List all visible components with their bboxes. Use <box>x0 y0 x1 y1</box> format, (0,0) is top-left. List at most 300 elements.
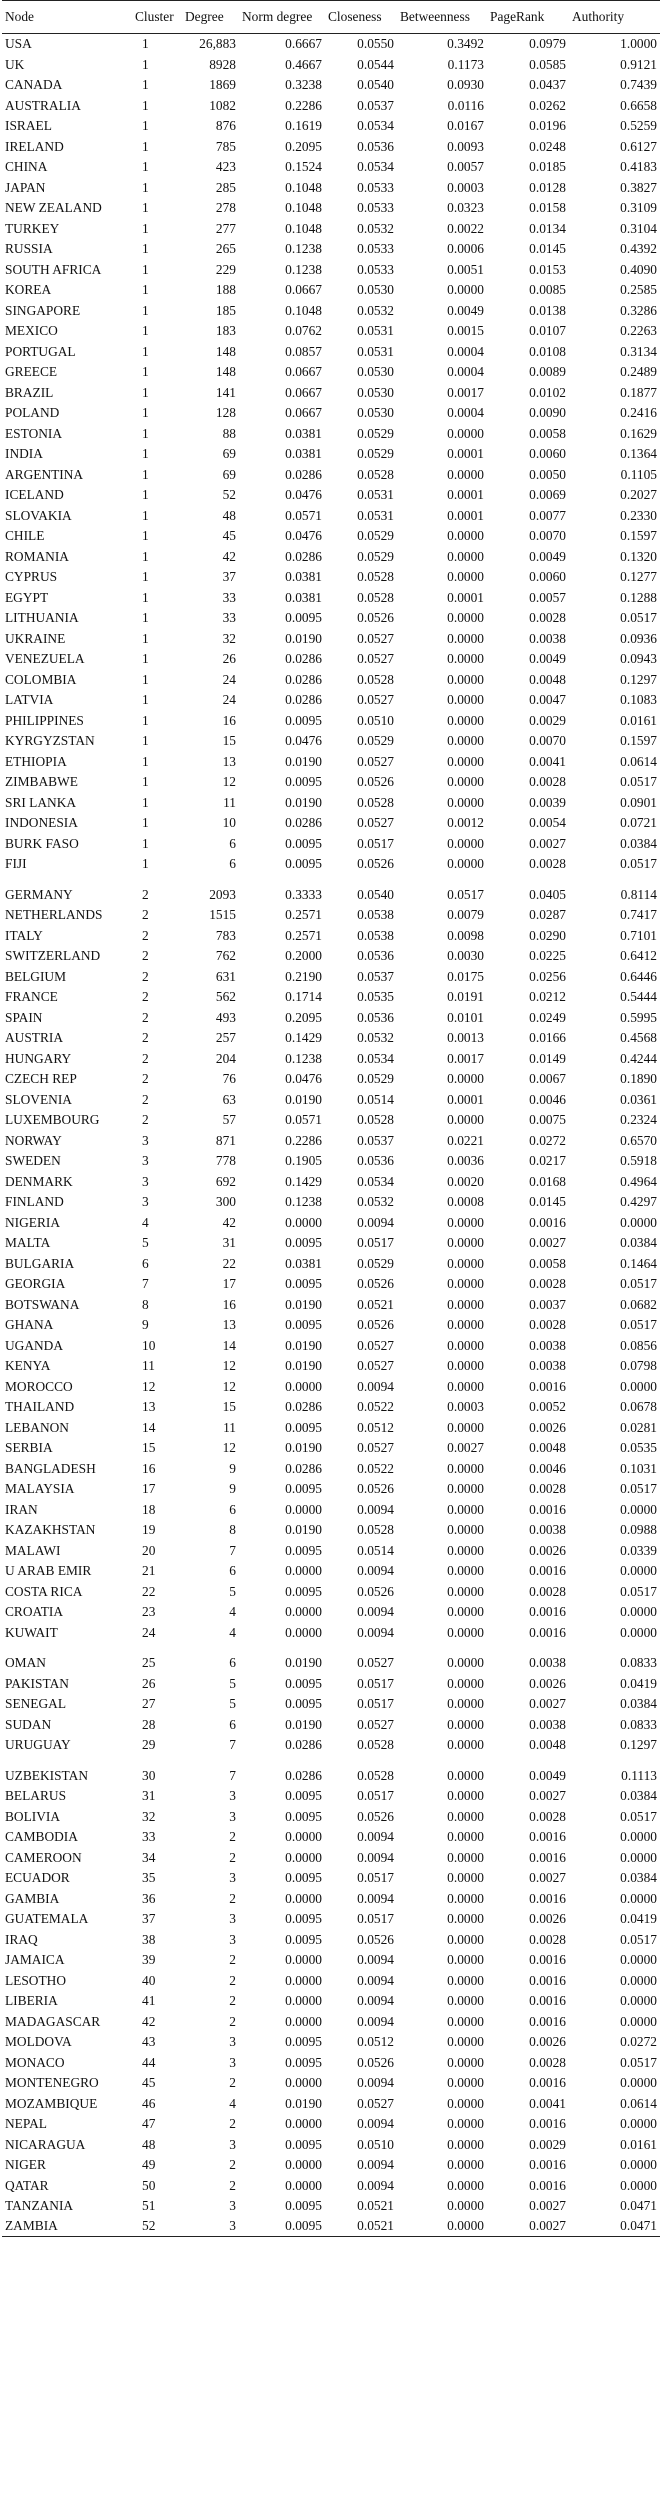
cell-pagerank: 0.0058 <box>529 1255 566 1271</box>
cell-norm-degree: 0.2286 <box>285 97 322 113</box>
cell-cluster: 1 <box>142 651 149 667</box>
cell-cluster: 1 <box>142 528 149 544</box>
cell-cluster: 44 <box>142 2054 156 2070</box>
table-row <box>2 1520 660 1541</box>
cell-pagerank: 0.0069 <box>529 487 566 503</box>
table-row <box>2 1274 660 1295</box>
table-row <box>2 608 660 629</box>
cell-closeness: 0.0094 <box>357 1624 394 1640</box>
cell-norm-degree: 0.0286 <box>285 1767 322 1783</box>
table-row <box>2 75 660 96</box>
cell-authority: 0.1890 <box>620 1071 657 1087</box>
table-row <box>2 1888 660 1909</box>
cell-norm-degree: 0.2190 <box>285 968 322 984</box>
cell-authority: 0.0517 <box>620 774 657 790</box>
group-spacer <box>2 1643 660 1653</box>
cell-cluster: 2 <box>142 1050 149 1066</box>
cell-betweenness: 0.0015 <box>447 323 484 339</box>
cell-betweenness: 0.0191 <box>447 989 484 1005</box>
cell-degree: 8 <box>229 1522 236 1538</box>
cell-betweenness: 0.0093 <box>447 138 484 154</box>
cell-betweenness: 0.0000 <box>447 1583 484 1599</box>
cell-closeness: 0.0530 <box>357 282 394 298</box>
cell-closeness: 0.0534 <box>357 1173 394 1189</box>
cell-pagerank: 0.0102 <box>529 384 566 400</box>
cell-pagerank: 0.0016 <box>529 1214 566 1230</box>
cell-authority: 0.0339 <box>620 1542 657 1558</box>
cell-authority: 0.7417 <box>620 907 657 923</box>
cell-norm-degree: 0.1048 <box>285 220 322 236</box>
cell-node: SPAIN <box>5 1009 43 1025</box>
table-row <box>2 1950 660 1971</box>
table-row <box>2 280 660 301</box>
cell-closeness: 0.0527 <box>357 1655 394 1671</box>
cell-closeness: 0.0537 <box>357 97 394 113</box>
cell-authority: 0.0798 <box>620 1358 657 1374</box>
cell-authority: 0.0419 <box>620 1675 657 1691</box>
cell-pagerank: 0.0029 <box>529 2136 566 2152</box>
table-row <box>2 1929 660 1950</box>
cell-degree: 52 <box>222 487 236 503</box>
cell-degree: 3 <box>229 2136 236 2152</box>
cell-norm-degree: 0.2000 <box>285 948 322 964</box>
cell-pagerank: 0.0212 <box>529 989 566 1005</box>
cell-pagerank: 0.0016 <box>529 1378 566 1394</box>
cell-pagerank: 0.0145 <box>529 241 566 257</box>
cell-pagerank: 0.0028 <box>529 1481 566 1497</box>
cell-closeness: 0.0537 <box>357 1132 394 1148</box>
cell-authority: 0.0361 <box>620 1091 657 1107</box>
cell-norm-degree: 0.2286 <box>285 1132 322 1148</box>
header-pagerank: PageRank <box>487 1 569 34</box>
cell-node: VENEZUELA <box>5 651 85 667</box>
cell-pagerank: 0.0016 <box>529 2116 566 2132</box>
cell-node: GHANA <box>5 1317 54 1333</box>
cell-closeness: 0.0537 <box>357 968 394 984</box>
cell-cluster: 1 <box>142 712 149 728</box>
cell-norm-degree: 0.0667 <box>285 405 322 421</box>
cell-norm-degree: 0.2095 <box>285 138 322 154</box>
cell-betweenness: 0.0000 <box>447 856 484 872</box>
cell-cluster: 2 <box>142 948 149 964</box>
cell-degree: 12 <box>222 1358 236 1374</box>
cell-degree: 2 <box>229 2157 236 2173</box>
cell-norm-degree: 0.0667 <box>285 282 322 298</box>
cell-node: INDONESIA <box>5 815 78 831</box>
cell-closeness: 0.0528 <box>357 1737 394 1753</box>
cell-degree: 285 <box>215 179 236 195</box>
cell-cluster: 19 <box>142 1522 156 1538</box>
cell-degree: 1082 <box>209 97 236 113</box>
cell-betweenness: 0.0003 <box>447 179 484 195</box>
cell-node: NIGERIA <box>5 1214 61 1230</box>
cell-closeness: 0.0532 <box>357 1194 394 1210</box>
cell-cluster: 21 <box>142 1563 156 1579</box>
table-row <box>2 2114 660 2135</box>
cell-norm-degree: 0.0286 <box>285 466 322 482</box>
cell-pagerank: 0.0016 <box>529 1604 566 1620</box>
cell-node: EGYPT <box>5 589 49 605</box>
cell-degree: 3 <box>229 1808 236 1824</box>
cell-authority: 0.0517 <box>620 2054 657 2070</box>
cell-betweenness: 0.0116 <box>447 97 484 113</box>
cell-pagerank: 0.0016 <box>529 2075 566 2091</box>
header-degree: Degree <box>182 1 239 34</box>
cell-degree: 76 <box>222 1071 236 1087</box>
cell-closeness: 0.0526 <box>357 1317 394 1333</box>
cell-degree: 277 <box>215 220 236 236</box>
cell-degree: 493 <box>215 1009 236 1025</box>
table-row <box>2 1479 660 1500</box>
cell-authority: 0.0000 <box>620 1214 657 1230</box>
cell-cluster: 30 <box>142 1767 156 1783</box>
cell-cluster: 1 <box>142 856 149 872</box>
cell-betweenness: 0.0001 <box>447 589 484 605</box>
cell-degree: 2093 <box>209 886 236 902</box>
table-row <box>2 54 660 75</box>
cell-authority: 0.0000 <box>620 2177 657 2193</box>
cell-cluster: 2 <box>142 886 149 902</box>
cell-authority: 0.0384 <box>620 1788 657 1804</box>
table-row <box>2 1540 660 1561</box>
header-node: Node <box>2 1 132 34</box>
cell-pagerank: 0.0016 <box>529 1849 566 1865</box>
cell-authority: 0.0384 <box>620 835 657 851</box>
cell-authority: 0.3827 <box>620 179 657 195</box>
cell-authority: 0.0272 <box>620 2034 657 2050</box>
cell-betweenness: 0.0001 <box>447 487 484 503</box>
cell-pagerank: 0.0046 <box>529 1091 566 1107</box>
cell-cluster: 9 <box>142 1317 149 1333</box>
cell-node: ROMANIA <box>5 548 69 564</box>
cell-node: FINLAND <box>5 1194 64 1210</box>
cell-pagerank: 0.0016 <box>529 1563 566 1579</box>
cell-betweenness: 0.0000 <box>447 692 484 708</box>
cell-node: KENYA <box>5 1358 51 1374</box>
cell-cluster: 1 <box>142 36 149 52</box>
centrality-table <box>2 0 660 2237</box>
cell-norm-degree: 0.0095 <box>285 2054 322 2070</box>
cell-degree: 1869 <box>209 77 236 93</box>
cell-degree: 6 <box>229 856 236 872</box>
cell-cluster: 1 <box>142 774 149 790</box>
cell-node: MOLDOVA <box>5 2034 72 2050</box>
cell-betweenness: 0.0000 <box>447 569 484 585</box>
cell-norm-degree: 0.1905 <box>285 1153 322 1169</box>
cell-pagerank: 0.0090 <box>529 405 566 421</box>
cell-closeness: 0.0094 <box>357 1972 394 1988</box>
table-row <box>2 2073 660 2094</box>
cell-norm-degree: 0.1238 <box>285 1194 322 1210</box>
table-row <box>2 1602 660 1623</box>
cell-betweenness: 0.0000 <box>447 1255 484 1271</box>
table-row <box>2 382 660 403</box>
cell-node: MALTA <box>5 1235 51 1251</box>
table-row <box>2 1192 660 1213</box>
cell-pagerank: 0.0217 <box>529 1153 566 1169</box>
cell-norm-degree: 0.0190 <box>285 630 322 646</box>
cell-cluster: 45 <box>142 2075 156 2091</box>
cell-closeness: 0.0514 <box>357 1542 394 1558</box>
cell-authority: 0.0471 <box>569 2216 660 2237</box>
cell-node: SLOVENIA <box>5 1091 72 1107</box>
cell-cluster: 1 <box>142 138 149 154</box>
cell-closeness: 0.0526 <box>357 1481 394 1497</box>
cell-degree: 188 <box>215 282 236 298</box>
cell-node: AUSTRIA <box>5 1030 64 1046</box>
cell-norm-degree: 0.0095 <box>285 1870 322 1886</box>
cell-cluster: 1 <box>142 794 149 810</box>
cell-closeness: 0.0517 <box>357 1788 394 1804</box>
cell-norm-degree: 0.0000 <box>285 2075 322 2091</box>
cell-norm-degree: 0.0095 <box>285 2136 322 2152</box>
cell-betweenness: 0.3492 <box>447 36 484 52</box>
cell-cluster: 3 <box>142 1153 149 1169</box>
cell-norm-degree: 0.0286 <box>285 1399 322 1415</box>
cell-closeness: 0.0510 <box>357 2136 394 2152</box>
cell-degree: 148 <box>215 364 236 380</box>
cell-cluster: 49 <box>142 2157 156 2173</box>
cell-node: GREECE <box>5 364 58 380</box>
cell-node: UZBEKISTAN <box>5 1767 88 1783</box>
cell-authority: 0.4964 <box>620 1173 657 1189</box>
cell-pagerank: 0.0049 <box>529 1767 566 1783</box>
cell-closeness: 0.0536 <box>357 138 394 154</box>
cell-degree: 229 <box>215 261 236 277</box>
cell-cluster: 5 <box>142 1235 149 1251</box>
cell-node: ZAMBIA <box>2 2216 132 2237</box>
table-row <box>2 2216 660 2237</box>
cell-betweenness: 0.0004 <box>447 364 484 380</box>
cell-pagerank: 0.0290 <box>529 927 566 943</box>
cell-cluster: 14 <box>142 1419 156 1435</box>
cell-degree: 69 <box>222 466 236 482</box>
cell-degree: 692 <box>215 1173 236 1189</box>
cell-cluster: 1 <box>142 466 149 482</box>
cell-norm-degree: 0.0190 <box>285 1522 322 1538</box>
cell-pagerank: 0.0028 <box>529 1317 566 1333</box>
cell-norm-degree: 0.0190 <box>285 1655 322 1671</box>
table-row <box>2 710 660 731</box>
cell-cluster: 1 <box>142 405 149 421</box>
cell-norm-degree: 0.0095 <box>285 1542 322 1558</box>
cell-pagerank: 0.0075 <box>529 1112 566 1128</box>
cell-closeness: 0.0526 <box>357 856 394 872</box>
cell-betweenness: 0.0000 <box>447 1788 484 1804</box>
cell-cluster: 1 <box>142 77 149 93</box>
cell-closeness: 0.0526 <box>357 2054 394 2070</box>
cell-norm-degree: 0.0095 <box>239 2216 325 2237</box>
table-row <box>2 1376 660 1397</box>
cell-betweenness: 0.0049 <box>447 302 484 318</box>
cell-norm-degree: 0.0000 <box>285 2157 322 2173</box>
cell-degree: 783 <box>215 927 236 943</box>
cell-authority: 0.4392 <box>620 241 657 257</box>
cell-cluster: 1 <box>142 507 149 523</box>
cell-betweenness: 0.0098 <box>447 927 484 943</box>
cell-degree: 33 <box>222 589 236 605</box>
cell-authority: 0.2416 <box>620 405 657 421</box>
group-spacer <box>2 874 660 884</box>
cell-node: COSTA RICA <box>5 1583 83 1599</box>
cell-cluster: 16 <box>142 1460 156 1476</box>
cell-degree: 13 <box>222 1317 236 1333</box>
cell-node: MADAGASCAR <box>5 2013 101 2029</box>
cell-degree: 562 <box>215 989 236 1005</box>
cell-pagerank: 0.0048 <box>529 1440 566 1456</box>
table-row <box>2 1735 660 1756</box>
cell-pagerank: 0.0027 <box>529 1696 566 1712</box>
cell-norm-degree: 0.0000 <box>285 1829 322 1845</box>
table-header <box>2 1 660 34</box>
cell-authority: 0.7439 <box>620 77 657 93</box>
cell-node: LATVIA <box>5 692 54 708</box>
cell-authority: 0.2585 <box>620 282 657 298</box>
table-row <box>2 444 660 465</box>
cell-betweenness: 0.0000 <box>447 2116 484 2132</box>
cell-betweenness: 0.0057 <box>447 159 484 175</box>
cell-pagerank: 0.0437 <box>529 77 566 93</box>
cell-pagerank: 0.0028 <box>529 1276 566 1292</box>
cell-closeness: 0.0094 <box>357 2116 394 2132</box>
cell-pagerank: 0.0029 <box>529 712 566 728</box>
cell-authority: 0.0419 <box>620 1911 657 1927</box>
cell-closeness: 0.0528 <box>357 466 394 482</box>
cell-betweenness: 0.0000 <box>447 528 484 544</box>
cell-cluster: 1 <box>142 343 149 359</box>
cell-pagerank: 0.0026 <box>529 1675 566 1691</box>
cell-authority: 0.1031 <box>620 1460 657 1476</box>
cell-norm-degree: 0.0000 <box>285 2116 322 2132</box>
cell-pagerank: 0.0107 <box>529 323 566 339</box>
cell-degree: 2 <box>229 1972 236 1988</box>
cell-pagerank: 0.0262 <box>529 97 566 113</box>
cell-cluster: 1 <box>142 589 149 605</box>
cell-norm-degree: 0.0000 <box>285 1563 322 1579</box>
cell-norm-degree: 0.0000 <box>285 1501 322 1517</box>
cell-betweenness: 0.0000 <box>447 282 484 298</box>
cell-authority: 0.0281 <box>620 1419 657 1435</box>
cell-closeness: 0.0533 <box>357 200 394 216</box>
cell-node: MEXICO <box>5 323 58 339</box>
cell-betweenness: 0.0000 <box>447 774 484 790</box>
cell-node: PHILIPPINES <box>5 712 84 728</box>
cell-authority: 0.4297 <box>620 1194 657 1210</box>
cell-closeness: 0.0521 <box>357 1296 394 1312</box>
cell-cluster: 33 <box>142 1829 156 1845</box>
cell-cluster: 26 <box>142 1675 156 1691</box>
cell-cluster: 2 <box>142 1009 149 1025</box>
cell-pagerank: 0.0585 <box>529 56 566 72</box>
cell-norm-degree: 0.0000 <box>285 1972 322 1988</box>
cell-pagerank: 0.0077 <box>529 507 566 523</box>
table-row <box>2 239 660 260</box>
cell-node: NEW ZEALAND <box>5 200 102 216</box>
cell-degree: 141 <box>215 384 236 400</box>
cell-pagerank: 0.0287 <box>529 907 566 923</box>
table-row <box>2 1007 660 1028</box>
cell-betweenness: 0.0001 <box>447 446 484 462</box>
cell-betweenness: 0.0000 <box>447 835 484 851</box>
cell-degree: 2 <box>229 2075 236 2091</box>
cell-authority: 0.6446 <box>620 968 657 984</box>
cell-closeness: 0.0514 <box>357 1091 394 1107</box>
table-row <box>2 2052 660 2073</box>
cell-node: JAMAICA <box>5 1952 65 1968</box>
cell-cluster: 1 <box>142 220 149 236</box>
cell-node: BELARUS <box>5 1788 67 1804</box>
cell-norm-degree: 0.1524 <box>285 159 322 175</box>
cell-authority: 0.0000 <box>620 1849 657 1865</box>
cell-cluster: 22 <box>142 1583 156 1599</box>
cell-betweenness: 0.0000 <box>447 1604 484 1620</box>
cell-node: QATAR <box>5 2177 49 2193</box>
cell-cluster: 4 <box>142 1214 149 1230</box>
table-row <box>2 2032 660 2053</box>
cell-degree: 257 <box>215 1030 236 1046</box>
cell-node: MOROCCO <box>5 1378 73 1394</box>
cell-norm-degree: 0.0571 <box>285 1112 322 1128</box>
cell-node: NICARAGUA <box>5 2136 86 2152</box>
cell-closeness: 0.0528 <box>357 1112 394 1128</box>
cell-closeness: 0.0517 <box>357 1675 394 1691</box>
table-row <box>2 1110 660 1131</box>
cell-betweenness: 0.0101 <box>447 1009 484 1025</box>
cell-pagerank: 0.0016 <box>529 1952 566 1968</box>
cell-norm-degree: 0.0571 <box>285 507 322 523</box>
cell-authority: 0.0517 <box>620 856 657 872</box>
cell-cluster: 1 <box>142 733 149 749</box>
header-row <box>2 1 660 34</box>
table-row <box>2 464 660 485</box>
cell-norm-degree: 0.0381 <box>285 589 322 605</box>
cell-degree: 17 <box>222 1276 236 1292</box>
header-closeness: Closeness <box>325 1 397 34</box>
cell-betweenness: 0.0323 <box>447 200 484 216</box>
table-row <box>2 966 660 987</box>
cell-authority: 0.0517 <box>620 1808 657 1824</box>
cell-cluster: 2 <box>142 968 149 984</box>
table-row <box>2 177 660 198</box>
cell-authority: 0.0161 <box>620 712 657 728</box>
table-row <box>2 218 660 239</box>
table-row <box>2 1653 660 1674</box>
cell-node: ARGENTINA <box>5 466 84 482</box>
cell-pagerank: 0.0249 <box>529 1009 566 1025</box>
cell-betweenness: 0.1173 <box>447 56 484 72</box>
cell-pagerank: 0.0026 <box>529 1911 566 1927</box>
cell-closeness: 0.0094 <box>357 1378 394 1394</box>
cell-closeness: 0.0527 <box>357 1337 394 1353</box>
cell-node: PORTUGAL <box>5 343 76 359</box>
cell-authority: 0.5995 <box>620 1009 657 1025</box>
table-row <box>2 157 660 178</box>
cell-authority: 0.4183 <box>620 159 657 175</box>
cell-closeness: 0.0510 <box>357 712 394 728</box>
cell-degree: 10 <box>222 815 236 831</box>
cell-norm-degree: 0.0762 <box>285 323 322 339</box>
cell-closeness: 0.0527 <box>357 630 394 646</box>
cell-node: ECUADOR <box>5 1870 70 1886</box>
cell-norm-degree: 0.0095 <box>285 2198 322 2214</box>
cell-authority: 1.0000 <box>620 36 657 52</box>
cell-betweenness: 0.0000 <box>447 548 484 564</box>
cell-cluster: 2 <box>142 907 149 923</box>
cell-closeness: 0.0527 <box>357 753 394 769</box>
cell-norm-degree: 0.0095 <box>285 1696 322 1712</box>
cell-node: BOTSWANA <box>5 1296 80 1312</box>
cell-pagerank: 0.0979 <box>529 36 566 52</box>
